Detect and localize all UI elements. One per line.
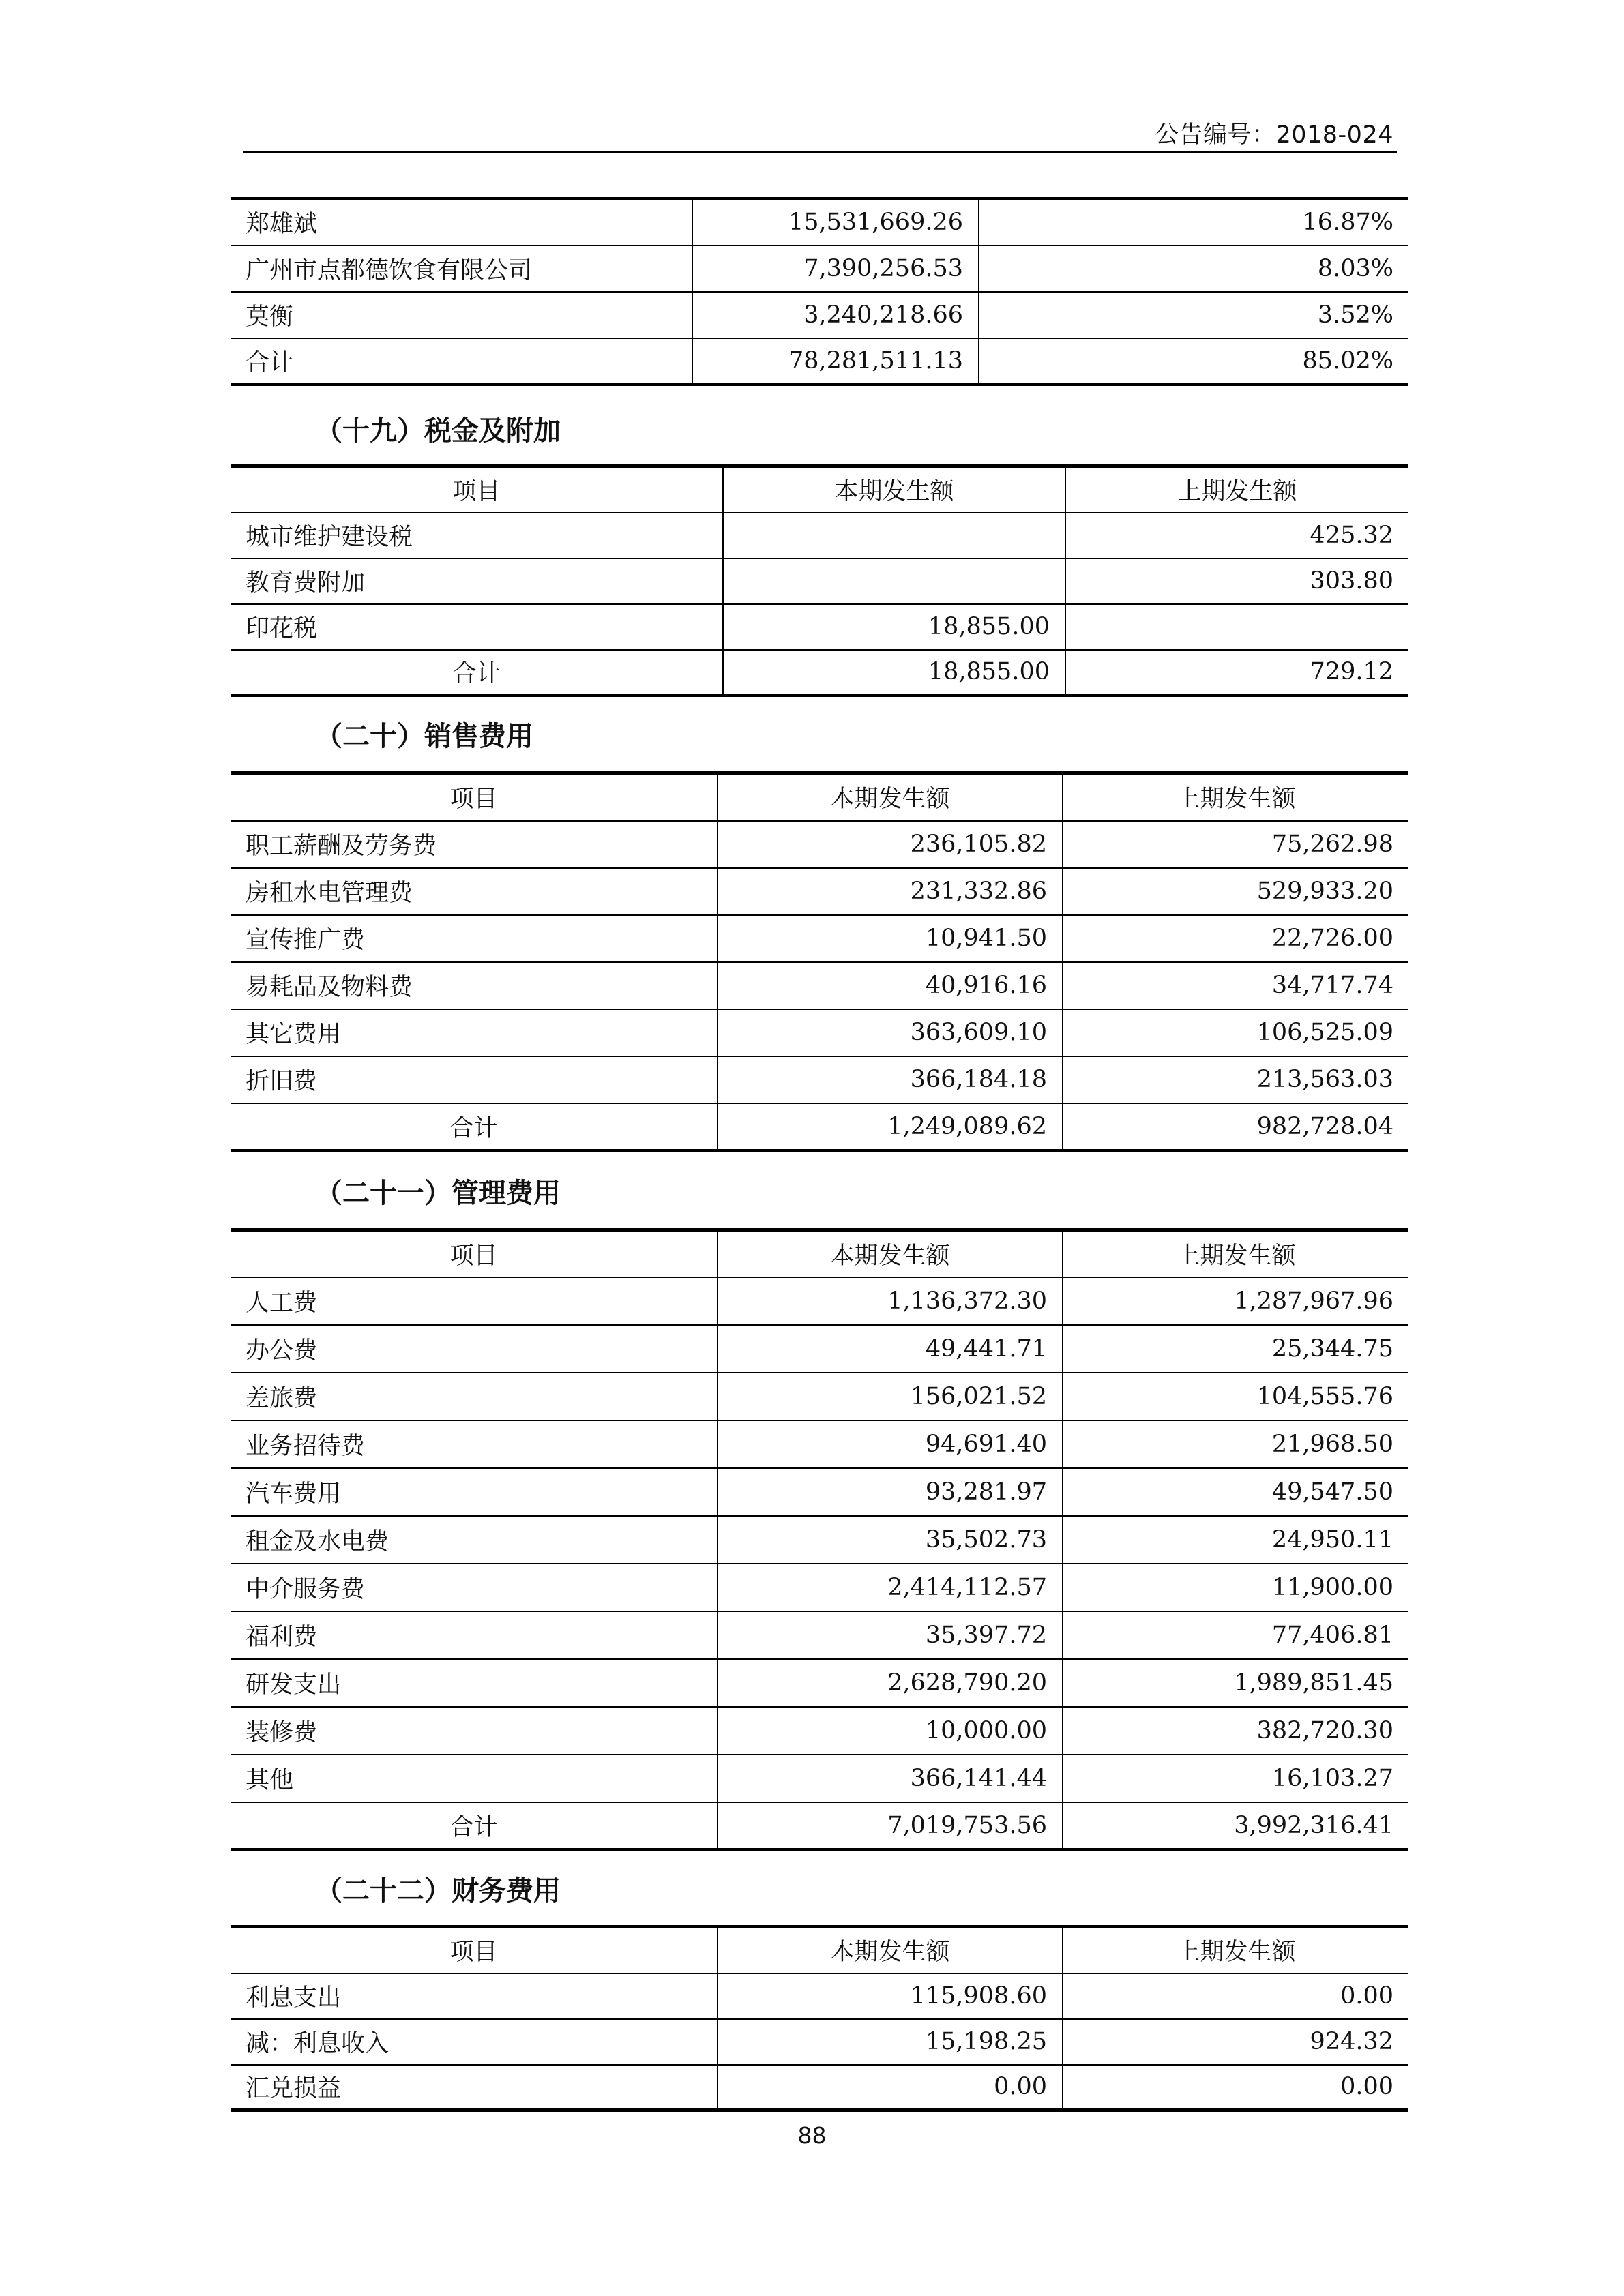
table-cell: 10,000.00 — [718, 1707, 1063, 1755]
section-title-selling: （二十）销售费用 — [315, 721, 533, 752]
table-cell: 303.80 — [1065, 558, 1408, 604]
table-row — [231, 1056, 1408, 1103]
table-row — [231, 2065, 1408, 2111]
table-cell: 21,968.50 — [1063, 1420, 1408, 1468]
table-cell: 福利费 — [231, 1611, 718, 1659]
column-header: 本期发生额 — [723, 466, 1065, 513]
table-cell: 156,021.52 — [718, 1373, 1063, 1420]
table-cell: 982,728.04 — [1063, 1103, 1408, 1151]
table-cell: 106,525.09 — [1063, 1009, 1408, 1056]
table-row — [231, 1659, 1408, 1707]
table-row — [231, 245, 1408, 292]
section-title-finance: （二十二）财务费用 — [315, 1875, 561, 1907]
tax-table — [231, 464, 1408, 697]
table-cell: 印花税 — [231, 604, 723, 650]
table-cell: 1,249,089.62 — [718, 1103, 1063, 1151]
table-row — [231, 1611, 1408, 1659]
table-cell: 合计 — [231, 1103, 718, 1151]
page-number: 88 — [797, 2122, 827, 2149]
column-header: 上期发生额 — [1065, 466, 1408, 513]
table-cell: 213,563.03 — [1063, 1056, 1408, 1103]
table-cell: 78,281,511.13 — [692, 338, 979, 385]
table-cell: 924.32 — [1063, 2019, 1408, 2065]
table-cell: 729.12 — [1065, 650, 1408, 696]
table-row — [231, 558, 1408, 604]
table-cell: 34,717.74 — [1063, 962, 1408, 1009]
table-cell: 合计 — [231, 338, 692, 385]
table-cell: 3,992,316.41 — [1063, 1802, 1408, 1850]
table-cell: 1,287,967.96 — [1063, 1277, 1408, 1325]
table-cell: 15,198.25 — [718, 2019, 1063, 2065]
table-cell: 城市维护建设税 — [231, 513, 723, 558]
column-header: 项目 — [231, 773, 718, 821]
table-cell: 利息支出 — [231, 1973, 718, 2019]
column-header: 项目 — [231, 1230, 718, 1277]
table-row — [231, 1973, 1408, 2019]
admin-expense-table — [231, 1228, 1408, 1851]
table-total-row — [231, 338, 1408, 385]
table-cell: 49,441.71 — [718, 1325, 1063, 1373]
table-row — [231, 604, 1408, 650]
table-cell: 减：利息收入 — [231, 2019, 718, 2065]
table-row — [231, 1468, 1408, 1516]
table-cell: 宣传推广费 — [231, 915, 718, 962]
table-cell: 职工薪酬及劳务费 — [231, 821, 718, 868]
table-cell: 研发支出 — [231, 1659, 718, 1707]
table-cell: 16.87% — [979, 199, 1408, 245]
column-header: 本期发生额 — [718, 1230, 1063, 1277]
table-cell: 35,502.73 — [718, 1516, 1063, 1564]
column-header: 上期发生额 — [1063, 1927, 1408, 1973]
table-cell: 363,609.10 — [718, 1009, 1063, 1056]
table-cell: 业务招待费 — [231, 1420, 718, 1468]
table-cell: 7,390,256.53 — [692, 245, 979, 292]
table-row — [231, 1277, 1408, 1325]
table-row — [231, 1516, 1408, 1564]
table-row — [231, 292, 1408, 338]
table-cell: 25,344.75 — [1063, 1325, 1408, 1373]
table-cell: 中介服务费 — [231, 1564, 718, 1611]
table-cell: 1,989,851.45 — [1063, 1659, 1408, 1707]
table-cell: 广州市点都德饮食有限公司 — [231, 245, 692, 292]
top-shareholder-table — [231, 197, 1408, 386]
table-cell: 租金及水电费 — [231, 1516, 718, 1564]
table-header-row — [231, 773, 1408, 821]
table-header-row — [231, 1230, 1408, 1277]
column-header: 本期发生额 — [718, 773, 1063, 821]
table-cell: 0.00 — [1063, 2065, 1408, 2111]
table-total-row — [231, 1103, 1408, 1151]
table-cell: 3,240,218.66 — [692, 292, 979, 338]
table-cell: 0.00 — [1063, 1973, 1408, 2019]
table-row — [231, 1325, 1408, 1373]
column-header: 项目 — [231, 1927, 718, 1973]
table-cell: 15,531,669.26 — [692, 199, 979, 245]
table-cell: 办公费 — [231, 1325, 718, 1373]
table-cell: 24,950.11 — [1063, 1516, 1408, 1564]
table-cell: 18,855.00 — [723, 650, 1065, 696]
table-cell: 房租水电管理费 — [231, 868, 718, 915]
table-cell: 其它费用 — [231, 1009, 718, 1056]
table-cell: 装修费 — [231, 1707, 718, 1755]
table-row — [231, 821, 1408, 868]
table-cell: 郑雄斌 — [231, 199, 692, 245]
table-cell: 11,900.00 — [1063, 1564, 1408, 1611]
column-header: 本期发生额 — [718, 1927, 1063, 1973]
table-cell: 合计 — [231, 650, 723, 696]
section-title-admin: （二十一）管理费用 — [315, 1178, 561, 1209]
table-cell: 35,397.72 — [718, 1611, 1063, 1659]
header-divider — [243, 151, 1397, 153]
table-cell: 差旅费 — [231, 1373, 718, 1420]
table-cell: 93,281.97 — [718, 1468, 1063, 1516]
table-cell: 94,691.40 — [718, 1420, 1063, 1468]
table-row — [231, 2019, 1408, 2065]
table-total-row — [231, 650, 1408, 696]
table-row — [231, 1564, 1408, 1611]
section-title-tax: （十九）税金及附加 — [315, 415, 561, 447]
table-header-row — [231, 1927, 1408, 1973]
table-row — [231, 199, 1408, 245]
table-cell: 人工费 — [231, 1277, 718, 1325]
column-header: 上期发生额 — [1063, 773, 1408, 821]
table-header-row — [231, 466, 1408, 513]
table-cell: 莫衡 — [231, 292, 692, 338]
table-row — [231, 962, 1408, 1009]
table-row — [231, 1009, 1408, 1056]
selling-expense-table — [231, 771, 1408, 1152]
announcement-number: 公告编号：2018-024 — [1154, 121, 1393, 149]
table-cell: 8.03% — [979, 245, 1408, 292]
table-cell: 382,720.30 — [1063, 1707, 1408, 1755]
table-cell: 汽车费用 — [231, 1468, 718, 1516]
table-row — [231, 868, 1408, 915]
table-cell: 40,916.16 — [718, 962, 1063, 1009]
table-cell: 教育费附加 — [231, 558, 723, 604]
column-header: 上期发生额 — [1063, 1230, 1408, 1277]
column-header: 项目 — [231, 466, 723, 513]
table-cell: 425.32 — [1065, 513, 1408, 558]
table-cell: 85.02% — [979, 338, 1408, 385]
table-cell: 其他 — [231, 1755, 718, 1802]
table-cell: 18,855.00 — [723, 604, 1065, 650]
table-cell: 22,726.00 — [1063, 915, 1408, 962]
table-cell — [723, 513, 1065, 558]
table-row — [231, 915, 1408, 962]
table-cell: 7,019,753.56 — [718, 1802, 1063, 1850]
table-cell: 236,105.82 — [718, 821, 1063, 868]
table-cell: 366,184.18 — [718, 1056, 1063, 1103]
table-cell: 75,262.98 — [1063, 821, 1408, 868]
table-cell: 1,136,372.30 — [718, 1277, 1063, 1325]
finance-expense-table — [231, 1925, 1408, 2112]
table-cell — [723, 558, 1065, 604]
table-row — [231, 1707, 1408, 1755]
table-cell: 115,908.60 — [718, 1973, 1063, 2019]
table-cell: 3.52% — [979, 292, 1408, 338]
table-cell: 2,414,112.57 — [718, 1564, 1063, 1611]
table-cell: 49,547.50 — [1063, 1468, 1408, 1516]
table-cell: 10,941.50 — [718, 915, 1063, 962]
table-cell: 231,332.86 — [718, 868, 1063, 915]
table-cell: 易耗品及物料费 — [231, 962, 718, 1009]
table-cell: 77,406.81 — [1063, 1611, 1408, 1659]
table-cell: 16,103.27 — [1063, 1755, 1408, 1802]
table-cell: 折旧费 — [231, 1056, 718, 1103]
table-row — [231, 1420, 1408, 1468]
table-cell: 529,933.20 — [1063, 868, 1408, 915]
table-cell: 合计 — [231, 1802, 718, 1850]
table-cell: 366,141.44 — [718, 1755, 1063, 1802]
table-total-row — [231, 1802, 1408, 1850]
table-cell: 0.00 — [718, 2065, 1063, 2111]
table-cell: 2,628,790.20 — [718, 1659, 1063, 1707]
table-row — [231, 1373, 1408, 1420]
table-cell: 104,555.76 — [1063, 1373, 1408, 1420]
table-row — [231, 1755, 1408, 1802]
table-cell: 汇兑损益 — [231, 2065, 718, 2111]
table-row — [231, 513, 1408, 558]
table-cell — [1065, 604, 1408, 650]
